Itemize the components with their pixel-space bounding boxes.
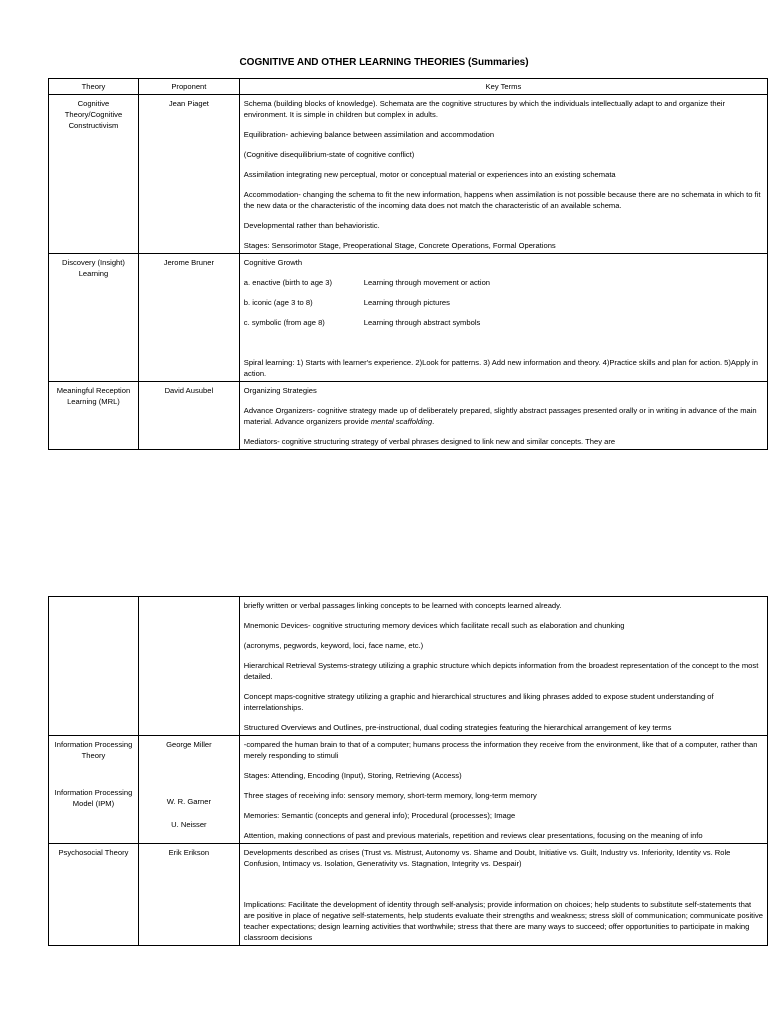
theory-cell: Meaningful Reception Learning (MRL) — [49, 382, 139, 450]
theory-name: Information Processing Model (IPM) — [54, 788, 133, 808]
key-term-paragraph: Developments described as crises (Trust vs. Mistrust, Autonomy vs. Shame and Doubt, Initiative vs. Guilt, Industry vs. Inferiority, Identity vs. Role Confusion, Intimacy vs. Isolation, Generativity vs. Stagnation, Integrity vs. Despair) — [243, 848, 731, 868]
key-term-paragraph: Accommodation- changing the schema to fit the new information, happens when assimilation is not possible because there are no schemata in which to fit the new data or the characteristic of the incoming data does not match the characteristic of an available schema. — [243, 190, 761, 210]
key-term-paragraph: Assimilation integrating new perceptual, motor or conceptual material or experiences into an existing schemata — [243, 170, 616, 179]
proponent-name: U. Neisser — [171, 820, 207, 829]
key-term-paragraph: Stages: Sensorimotor Stage, Preoperational Stage, Concrete Operations, Formal Operations — [243, 241, 556, 250]
proponent-cell: David Ausubel — [138, 382, 239, 450]
theory-name: Information Processing Theory — [54, 740, 133, 760]
theories-table-page1 — [48, 78, 768, 450]
key-term-paragraph: -compared the human brain to that of a computer; humans process the information they receive from the environment, like that of a computer, rather than merely responding to stimuli — [243, 740, 758, 760]
key-term-paragraph: briefly written or verbal passages linking concepts to be learned with concepts learned already. — [243, 601, 562, 610]
theory-cell: Cognitive Theory/Cognitive Constructivism — [49, 95, 139, 254]
key-term-paragraph: (acronyms, pegwords, keyword, loci, face name, etc.) — [243, 641, 424, 650]
growth-stage-row — [244, 297, 763, 308]
growth-stage-desc: Learning through pictures — [363, 298, 450, 307]
key-term-paragraph: Hierarchical Retrieval Systems-strategy utilizing a graphic structure which depicts information from the broadest representation of the concept to the most detailed. — [243, 661, 759, 681]
key-term-paragraph: Developmental rather than behavioristic. — [243, 221, 380, 230]
key-terms-cell — [239, 254, 767, 382]
key-term-paragraph: Organizing Strategies — [243, 386, 317, 395]
key-term-paragraph: Spiral learning: 1) Starts with learner's experience. 2)Look for patterns. 3) Add new information and theory. 4)Practice skills and plan for action. 5)Apply in action. — [243, 358, 758, 378]
proponent-cell — [138, 736, 239, 844]
growth-stage-row — [244, 277, 763, 288]
header-proponent: Proponent — [138, 79, 239, 95]
theories-table-page2 — [48, 596, 768, 946]
table-header-row — [49, 79, 768, 95]
growth-stage-name: c. symbolic (from age 8) — [243, 318, 325, 327]
theory-cell: Discovery (Insight) Learning — [49, 254, 139, 382]
header-key-terms: Key Terms — [239, 79, 767, 95]
table-row-erikson — [49, 844, 768, 946]
table-row-ausubel — [49, 382, 768, 450]
key-term-paragraph: Implications: Facilitate the development of identity through self-analysis; provide information on choices; help students to substitute self-statements that are positive in place of negative self-statements, help students evaluate their strengths and weakness; stress skill of communication; communicate positive teacher expectations; design learning activities that worthwhile; stress that there are many ways to succeed; offer opportunities to participate in making classroom decisions — [243, 900, 763, 942]
growth-stage-name: b. iconic (age 3 to 8) — [243, 298, 313, 307]
theory-cell — [49, 736, 139, 844]
key-term-paragraph: Mediators- cognitive structuring strategy of verbal phrases designed to link new and similar concepts. They are — [243, 437, 616, 446]
theory-cell — [49, 597, 139, 736]
key-term-paragraph: Equilibration- achieving balance between assimilation and accommodation — [243, 130, 495, 139]
header-theory: Theory — [49, 79, 139, 95]
key-terms-cell — [239, 382, 767, 450]
proponent-cell: Erik Erikson — [138, 844, 239, 946]
key-term-paragraph: Concept maps-cognitive strategy utilizing a graphic and hierarchical structures and liking phrases added to expose student understanding of interrelationships. — [243, 692, 714, 712]
document-title: COGNITIVE AND OTHER LEARNING THEORIES (Summaries) — [239, 57, 529, 68]
key-term-paragraph: Advance Organizers- cognitive strategy made up of deliberately prepared, slightly abstract passages presented orally or in writing in advance of the main material. Advance organizers provide mental scaffolding. — [243, 406, 757, 426]
proponent-cell: Jerome Bruner — [138, 254, 239, 382]
theory-cell: Psychosocial Theory — [49, 844, 139, 946]
table-row-information-processing — [49, 736, 768, 844]
key-terms-cell — [239, 736, 767, 844]
key-term-paragraph: (Cognitive disequilibrium-state of cognitive conflict) — [243, 150, 415, 159]
key-terms-cell — [239, 597, 767, 736]
growth-stage-name: a. enactive (birth to age 3) — [243, 278, 333, 287]
table-row-ausubel-continued — [49, 597, 768, 736]
key-term-paragraph: Memories: Semantic (concepts and general info); Procedural (processes); Image — [243, 811, 516, 820]
proponent-cell: Jean Piaget — [138, 95, 239, 254]
growth-stage-desc: Learning through movement or action — [363, 278, 491, 287]
proponent-cell — [138, 597, 239, 736]
growth-stage-desc: Learning through abstract symbols — [363, 318, 481, 327]
table-row-piaget — [49, 95, 768, 254]
proponent-name: George Miller — [166, 740, 212, 749]
key-term-paragraph: Mnemonic Devices- cognitive structuring memory devices which facilitate recall such as elaboration and chunking — [243, 621, 625, 630]
emphasis-text: mental scaffolding — [370, 417, 433, 426]
key-term-paragraph: Cognitive Growth — [243, 258, 303, 267]
table-row-bruner — [49, 254, 768, 382]
key-term-paragraph: Three stages of receiving info: sensory memory, short-term memory, long-term memory — [243, 791, 537, 800]
key-term-paragraph: Attention, making connections of past and previous materials, repetition and reviews clear presentations, focusing on the meaning of info — [243, 831, 703, 840]
proponent-name: W. R. Garner — [166, 797, 212, 806]
key-term-paragraph: Stages: Attending, Encoding (Input), Storing, Retrieving (Access) — [243, 771, 462, 780]
key-term-paragraph: Structured Overviews and Outlines, pre-instructional, dual coding strategies featuring the hierarchical arrangement of key terms — [243, 723, 672, 732]
growth-stage-row — [244, 317, 763, 328]
key-terms-cell — [239, 844, 767, 946]
key-terms-cell — [239, 95, 767, 254]
key-term-paragraph: Schema (building blocks of knowledge). Schemata are the cognitive structures by which the individuals intellectually adapt to and organize their environment. It is simple in children but complex in adults. — [243, 99, 726, 119]
